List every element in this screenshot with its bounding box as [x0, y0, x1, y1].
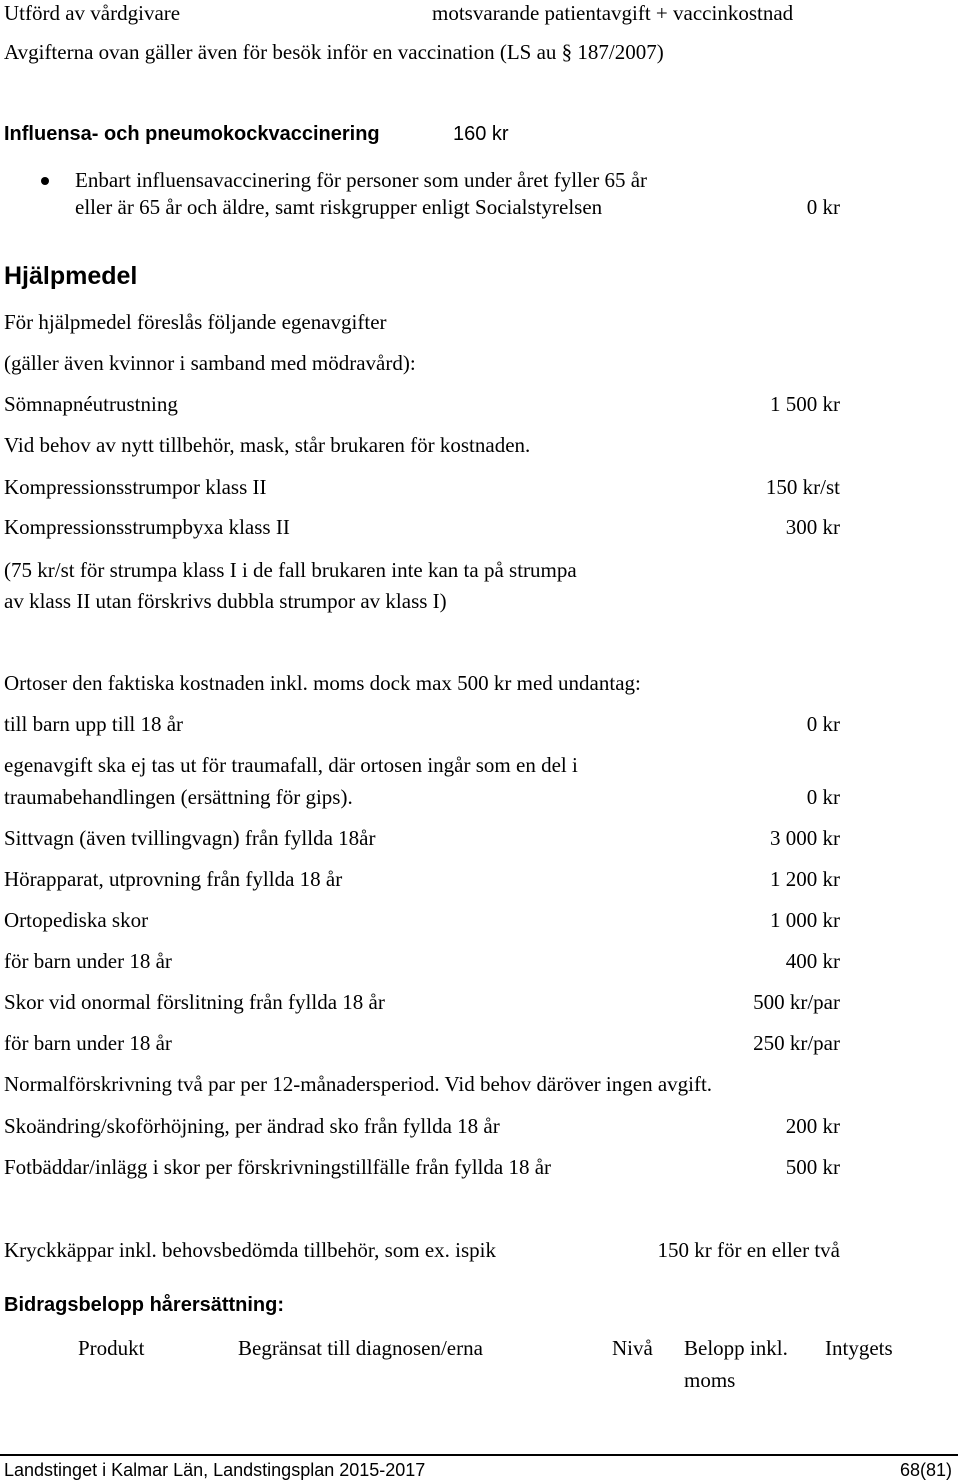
trauma-price: 0 kr [806, 785, 840, 809]
skor-barn-price: 250 kr/par [753, 1031, 840, 1055]
column-header-begransat: Begränsat till diagnosen/erna [238, 1336, 483, 1360]
trauma-line-2: traumabehandlingen (ersättning för gips). [4, 785, 353, 809]
skor-price: 500 kr/par [753, 990, 840, 1014]
influensa-price: 160 kr [453, 123, 509, 145]
harersattning-heading: Bidragsbelopp hårersättning: [4, 1294, 285, 1316]
komp-note-1: (75 kr/st för strumpa klass I i de fall brukaren inte kan ta på strumpa [4, 558, 577, 582]
hjalpmedel-intro-1: För hjälpmedel föreslås följande egenavgifter [4, 310, 387, 334]
sittvagn-label: Sittvagn (även tvillingvagn) från fyllda 18år [4, 826, 376, 850]
kryck-price: 150 kr för en eller två [657, 1238, 840, 1262]
footer-left-text: Landstinget i Kalmar Län, Landstingsplan 2015-2017 [4, 1460, 426, 1480]
column-header-intygets: Intygets [825, 1336, 893, 1360]
column-header-belopp: Belopp inkl. [684, 1336, 788, 1360]
horapparat-label: Hörapparat, utprovning från fyllda 18 år [4, 867, 343, 891]
trauma-line-1: egenavgift ska ej tas ut för traumafall, där ortosen ingår som en del i [4, 753, 578, 777]
kryck-label: Kryckkäppar inkl. behovsbedömda tillbehör, som ex. ispik [4, 1238, 496, 1262]
somnapne-label: Sömnapnéutrustning [4, 392, 178, 416]
somnapne-price: 1 500 kr [770, 392, 840, 416]
column-header-niva: Nivå [612, 1336, 653, 1360]
skoandring-label: Skoändring/skoförhöjning, per ändrad sko från fyllda 18 år [4, 1114, 500, 1138]
vid-behov-text: Vid behov av nytt tillbehör, mask, står brukaren för kostnaden. [4, 433, 531, 457]
komp-strumpor-price: 150 kr/st [765, 475, 840, 499]
komp-byxa-label: Kompressionsstrumpbyxa klass II [4, 515, 290, 539]
ortoped-label: Ortopediska skor [4, 908, 149, 932]
barn18-price: 0 kr [806, 712, 840, 736]
top-right-text: motsvarande patientavgift + vaccinkostnad [432, 1, 794, 25]
komp-note-2: av klass II utan förskrivs dubbla strumpor av klass I) [4, 589, 447, 613]
hjalpmedel-intro-2: (gäller även kvinnor i samband med mödravård): [4, 351, 416, 375]
influensa-bullet-line2: eller är 65 år och äldre, samt riskgrupper enligt Socialstyrelsen [75, 195, 603, 219]
komp-strumpor-label: Kompressionsstrumpor klass II [4, 475, 267, 499]
footer-page-number: 68(81) [899, 1460, 952, 1480]
top-left-text: Utförd av vårdgivare [4, 1, 181, 25]
column-header-produkt: Produkt [78, 1336, 145, 1360]
hjalpmedel-heading: Hjälpmedel [4, 262, 138, 290]
bullet-icon [41, 177, 49, 185]
komp-byxa-price: 300 kr [785, 515, 840, 539]
footer-divider [0, 1454, 958, 1456]
vaccination-note: Avgifterna ovan gäller även för besök inför en vaccination (LS au § 187/2007) [4, 40, 664, 64]
influensa-bullet-price: 0 kr [806, 195, 840, 219]
fotbaddar-label: Fotbäddar/inlägg i skor per förskrivningstillfälle från fyllda 18 år [4, 1155, 552, 1179]
ortoped-barn-price: 400 kr [785, 949, 840, 973]
skor-label: Skor vid onormal förslitning från fyllda 18 år [4, 990, 385, 1014]
skor-barn-label: för barn under 18 år [4, 1031, 172, 1055]
sittvagn-price: 3 000 kr [770, 826, 840, 850]
barn18-label: till barn upp till 18 år [4, 712, 184, 736]
normal-text: Normalförskrivning två par per 12-månadersperiod. Vid behov däröver ingen avgift. [4, 1072, 713, 1096]
skoandring-price: 200 kr [785, 1114, 840, 1138]
influensa-bullet-line1: Enbart influensavaccinering för personer som under året fyller 65 år [75, 168, 648, 192]
ortoser-text: Ortoser den faktiska kostnaden inkl. moms dock max 500 kr med undantag: [4, 671, 641, 695]
ortoped-price: 1 000 kr [770, 908, 840, 932]
column-header-belopp-moms: moms [684, 1368, 736, 1392]
influensa-heading: Influensa- och pneumokockvaccinering [4, 123, 380, 145]
ortoped-barn-label: för barn under 18 år [4, 949, 172, 973]
horapparat-price: 1 200 kr [770, 867, 840, 891]
fotbaddar-price: 500 kr [785, 1155, 840, 1179]
